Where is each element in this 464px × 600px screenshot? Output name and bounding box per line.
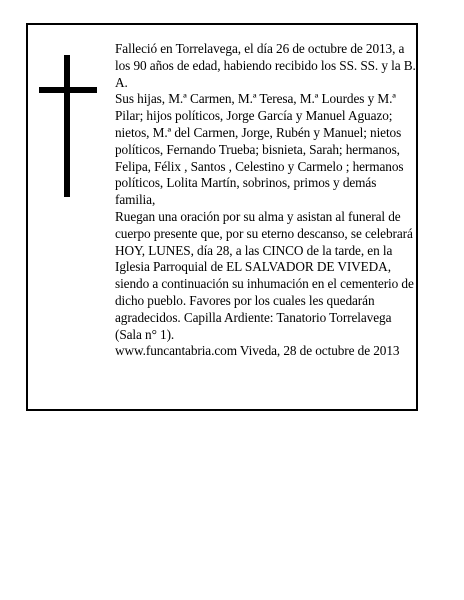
obituary-text: [115, 41, 417, 360]
cross-vertical-bar: [64, 55, 70, 197]
obituary-notice: [26, 23, 418, 411]
family-list: Sus hijas, M.ª Carmen, M.ª Teresa, M.ª Lourdes y M.ª Pilar; hijos políticos, Jorge García y Manuel Aguazo; nietos, M.ª del Carmen, Jorge, Rubén y Manuel; nietos políticos, Fernando Trueba; bisnieta, Sarah; hermanos, Felipa, Félix , Santos , Celestino y Carmelo ; hermanos políticos, Lolita Martín, sobrinos, primos y demás familia,: [115, 91, 404, 208]
death-announcement: Falleció en Torrelavega, el día 26 de octubre de 2013, a los 90 años de edad, habiendo recibido los SS. SS. y la B. A.: [115, 41, 416, 90]
source-and-date: www.funcantabria.com Viveda, 28 de octubre de 2013: [115, 343, 400, 359]
cross-horizontal-bar: [39, 87, 97, 93]
funeral-details: Ruegan una oración por su alma y asistan al funeral de cuerpo presente que, por su eterno descanso, se celebrará HOY, LUNES, día 28, a las CINCO de la tarde, en la Iglesia Parroquial de EL SALVADOR DE VIVEDA, siendo a continuación su inhumación en el cementerio de dicho pueblo. Favores por los cuales les quedarán agradecidos. Capilla Ardiente: Tanatorio Torrelavega (Sala n° 1).: [115, 208, 414, 342]
latin-cross-icon: [39, 55, 97, 197]
